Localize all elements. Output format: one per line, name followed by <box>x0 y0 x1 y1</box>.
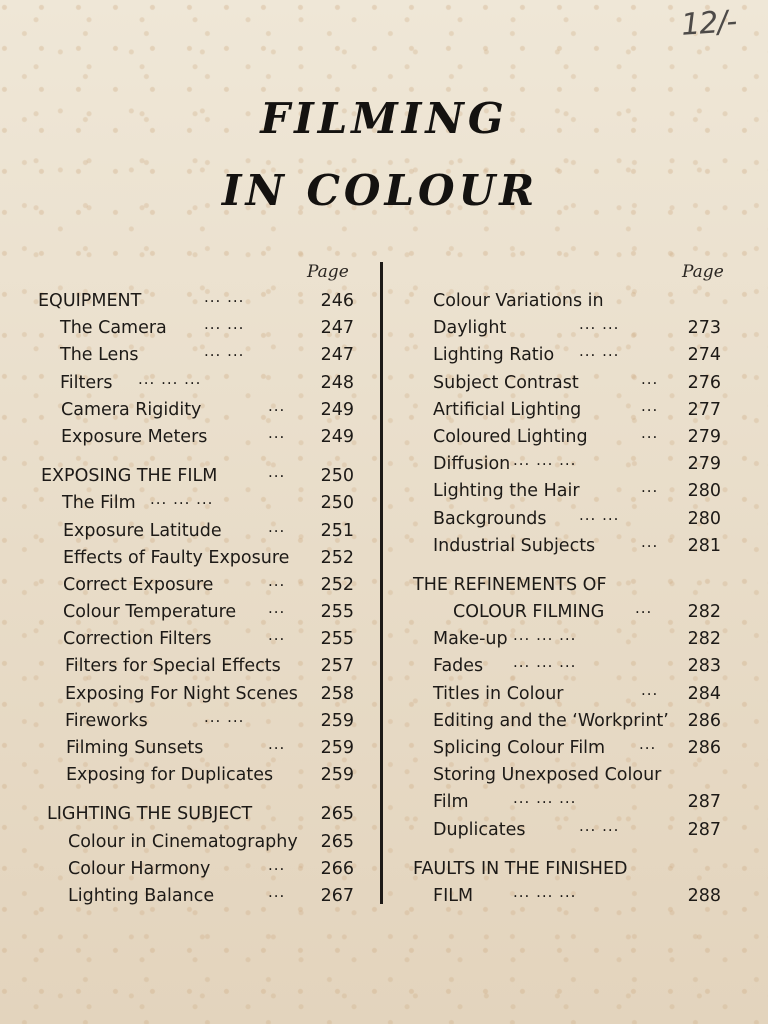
toc-entry-title: The Camera <box>60 318 167 339</box>
toc-page-number: 287 <box>687 819 721 840</box>
left-toc-entry <box>38 762 354 789</box>
toc-page-number: 257 <box>320 656 354 677</box>
toc-entry-title: Subject Contrast <box>433 372 579 393</box>
toc-page-number: 265 <box>320 804 354 825</box>
toc-page-number: 252 <box>320 547 354 568</box>
toc-entry-title: Colour Variations in <box>433 291 604 311</box>
toc-page-number: 280 <box>687 508 721 529</box>
toc-leader-dots: ... ... ... <box>150 490 214 509</box>
handwritten-price-note: 12/- <box>680 4 738 43</box>
toc-entry-title: Fades <box>433 656 484 677</box>
toc-page-number: 246 <box>320 291 354 311</box>
toc-page-number: 279 <box>687 426 721 447</box>
right-toc-entry <box>413 451 721 478</box>
left-toc-entry <box>38 856 354 883</box>
toc-entry-title: LIGHTING THE SUBJECT <box>47 804 253 825</box>
toc-entry-title: Colour in Cinematography <box>68 831 298 852</box>
toc-leader-dots: ... <box>639 735 657 753</box>
toc-entry-title: Filters <box>60 372 113 393</box>
left-toc-entry <box>38 490 354 517</box>
toc-entry-title: Backgrounds <box>433 508 547 529</box>
toc-page-number: 280 <box>687 481 721 502</box>
toc-leader-dots: ... ... <box>204 315 245 334</box>
toc-page-number: 274 <box>687 345 721 366</box>
toc-entry-title: EXPOSING THE FILM <box>41 466 218 487</box>
toc-entry-title: FILM <box>433 885 474 906</box>
toc-page-number: 248 <box>320 372 354 393</box>
toc-page-number: 287 <box>687 792 721 813</box>
right-section-gap <box>413 560 721 572</box>
toc-leader-dots: ... ... <box>579 816 620 835</box>
toc-entry-title: THE REFINEMENTS OF <box>413 574 607 595</box>
toc-page-number: 259 <box>320 710 354 731</box>
toc-leader-dots: ... ... ... <box>513 451 577 470</box>
toc-entry-title: Lighting Balance <box>68 885 215 906</box>
title-line-1: FILMING <box>260 94 508 143</box>
right-toc-entry <box>413 817 721 844</box>
toc-leader-dots: ... <box>641 396 659 415</box>
toc-entry-title: Lighting Ratio <box>433 345 555 366</box>
toc-entry-title: Film <box>433 792 469 813</box>
toc-entry-title: Filming Sunsets <box>66 738 204 758</box>
toc-leader-dots: ... <box>268 517 286 536</box>
toc-entry-title: Storing Unexposed Colour <box>433 765 662 786</box>
right-toc-entry <box>413 370 721 397</box>
toc-leader-dots: ... <box>641 532 659 551</box>
toc-entry-title: COLOUR FILMING <box>453 602 605 623</box>
toc-left-column <box>38 288 354 910</box>
right-toc-entry <box>413 342 721 369</box>
toc-entry-title: Make-up <box>433 629 508 650</box>
toc-page-number: 283 <box>687 656 721 677</box>
toc-entry-title: Exposure Latitude <box>63 520 222 541</box>
toc-entry-title: Camera Rigidity <box>61 399 202 420</box>
right-toc-entry <box>413 708 721 735</box>
toc-entry-title: Colour Temperature <box>63 602 237 623</box>
left-toc-entry <box>38 599 354 626</box>
toc-page-number: 265 <box>320 831 354 852</box>
toc-leader-dots: ... <box>268 735 286 753</box>
toc-entry-title: The Film <box>62 493 136 514</box>
toc-leader-dots: ... <box>268 396 286 415</box>
toc-page-number: 266 <box>320 858 354 879</box>
left-toc-entry <box>38 829 354 856</box>
toc-leader-dots: ... <box>268 599 286 618</box>
toc-page-number: 273 <box>687 318 721 339</box>
toc-leader-dots: ... <box>268 423 286 442</box>
toc-leader-dots: ... <box>641 423 659 442</box>
toc-entry-title: Titles in Colour <box>433 683 564 704</box>
toc-leader-dots: ... <box>641 369 659 388</box>
left-toc-entry <box>38 572 354 599</box>
toc-entry-title: Editing and the ‘Workprint’ <box>433 710 669 731</box>
right-toc-entry <box>413 533 721 560</box>
left-toc-entry <box>38 545 354 572</box>
right-toc-entry <box>413 397 721 424</box>
toc-entry-title: Lighting the Hair <box>433 481 580 502</box>
toc-entry-title: Exposing For Night Scenes <box>65 683 298 704</box>
toc-entry-title: FAULTS IN THE FINISHED <box>413 858 628 879</box>
left-toc-entry <box>38 883 354 910</box>
toc-page-number: 251 <box>320 520 354 541</box>
toc-leader-dots: ... ... <box>204 288 245 306</box>
toc-leader-dots: ... <box>268 463 286 482</box>
left-toc-entry <box>38 681 354 708</box>
toc-leader-dots: ... ... <box>579 342 620 361</box>
toc-entry-title: Industrial Subjects <box>433 535 596 556</box>
toc-page-number: 250 <box>320 493 354 514</box>
left-toc-entry <box>38 653 354 680</box>
toc-entry-title: Duplicates <box>433 819 526 840</box>
toc-page-number: 286 <box>687 710 721 731</box>
toc-page-number: 247 <box>320 345 354 366</box>
left-toc-entry <box>38 801 354 828</box>
left-section-gap <box>38 451 354 463</box>
toc-page-number: 267 <box>320 885 354 906</box>
toc-page-number: 276 <box>687 372 721 393</box>
toc-leader-dots: ... ... ... <box>513 789 577 808</box>
toc-page-number: 282 <box>687 629 721 650</box>
right-toc-entry <box>413 478 721 505</box>
toc-right-column <box>413 288 721 910</box>
toc-page-number: 284 <box>687 683 721 704</box>
toc-leader-dots: ... <box>635 599 653 618</box>
toc-page-number: 277 <box>687 399 721 420</box>
right-toc-entry <box>413 883 721 910</box>
left-toc-entry <box>38 424 354 451</box>
toc-leader-dots: ... ... ... <box>513 653 577 672</box>
left-toc-entry <box>38 288 354 315</box>
right-toc-entry <box>413 506 721 533</box>
toc-page-number: 259 <box>320 765 354 786</box>
toc-leader-dots: ... ... <box>579 505 620 524</box>
toc-leader-dots: ... ... <box>204 707 245 726</box>
toc-leader-dots: ... <box>268 855 286 874</box>
toc-page-number: 258 <box>320 683 354 704</box>
page-header-left: Page <box>307 262 349 282</box>
toc-entry-title: Exposing for Duplicates <box>66 765 274 786</box>
toc-entry-title: Coloured Lighting <box>433 426 588 447</box>
left-toc-entry <box>38 735 354 762</box>
toc-page-number: 279 <box>687 454 721 475</box>
toc-entry-title: Exposure Meters <box>61 426 208 447</box>
left-toc-entry <box>38 370 354 397</box>
toc-entry-title: Splicing Colour Film <box>433 738 606 758</box>
toc-entry-title: The Lens <box>60 345 139 366</box>
toc-page-number: 288 <box>687 885 721 906</box>
toc-page-number: 247 <box>320 318 354 339</box>
column-divider <box>380 262 383 904</box>
toc-page-number: 250 <box>320 466 354 487</box>
right-toc-entry <box>413 315 721 342</box>
title-line-2: IN COLOUR <box>221 166 539 215</box>
toc-leader-dots: ... <box>268 882 286 901</box>
right-toc-entry <box>413 288 721 315</box>
toc-leader-dots: ... ... ... <box>138 369 202 388</box>
toc-leader-dots: ... <box>641 478 659 497</box>
left-toc-entry <box>38 708 354 735</box>
toc-entry-title: Correction Filters <box>63 629 212 650</box>
toc-page-number: 286 <box>687 738 721 758</box>
page-header-right: Page <box>682 262 724 282</box>
toc-entry-title: Fireworks <box>65 710 148 731</box>
toc-page-number: 281 <box>687 535 721 556</box>
toc-entry-title: Colour Harmony <box>68 858 211 879</box>
left-toc-entry <box>38 626 354 653</box>
toc-leader-dots: ... ... ... <box>513 882 577 901</box>
toc-leader-dots: ... ... <box>579 315 620 334</box>
left-section-gap <box>38 789 354 801</box>
toc-leader-dots: ... <box>268 626 286 645</box>
toc-entry-title: Filters for Special Effects <box>65 656 281 677</box>
left-toc-entry <box>38 315 354 342</box>
toc-leader-dots: ... <box>641 680 659 699</box>
toc-page-number: 252 <box>320 574 354 595</box>
right-toc-entry <box>413 572 721 599</box>
left-toc-entry <box>38 397 354 424</box>
toc-entry-title: EQUIPMENT <box>38 291 142 311</box>
toc-entry-title: Daylight <box>433 318 507 339</box>
toc-entry-title: Effects of Faulty Exposure <box>63 547 290 568</box>
right-toc-entry <box>413 681 721 708</box>
toc-entry-title: Diffusion <box>433 454 511 475</box>
right-toc-entry <box>413 735 721 762</box>
toc-leader-dots: ... ... ... <box>513 626 577 645</box>
right-toc-entry <box>413 653 721 680</box>
toc-entry-title: Correct Exposure <box>63 574 214 595</box>
toc-entry-title: Artificial Lighting <box>433 399 582 420</box>
right-section-gap <box>413 844 721 856</box>
toc-leader-dots: ... <box>268 571 286 590</box>
toc-page-number: 249 <box>320 399 354 420</box>
toc-page-number: 255 <box>320 629 354 650</box>
toc-page-number: 282 <box>687 602 721 623</box>
toc-page-number: 255 <box>320 602 354 623</box>
toc-leader-dots: ... ... <box>204 342 245 361</box>
toc-page-number: 249 <box>320 426 354 447</box>
left-toc-entry <box>38 518 354 545</box>
toc-page-number: 259 <box>320 738 354 758</box>
right-toc-entry <box>413 789 721 816</box>
